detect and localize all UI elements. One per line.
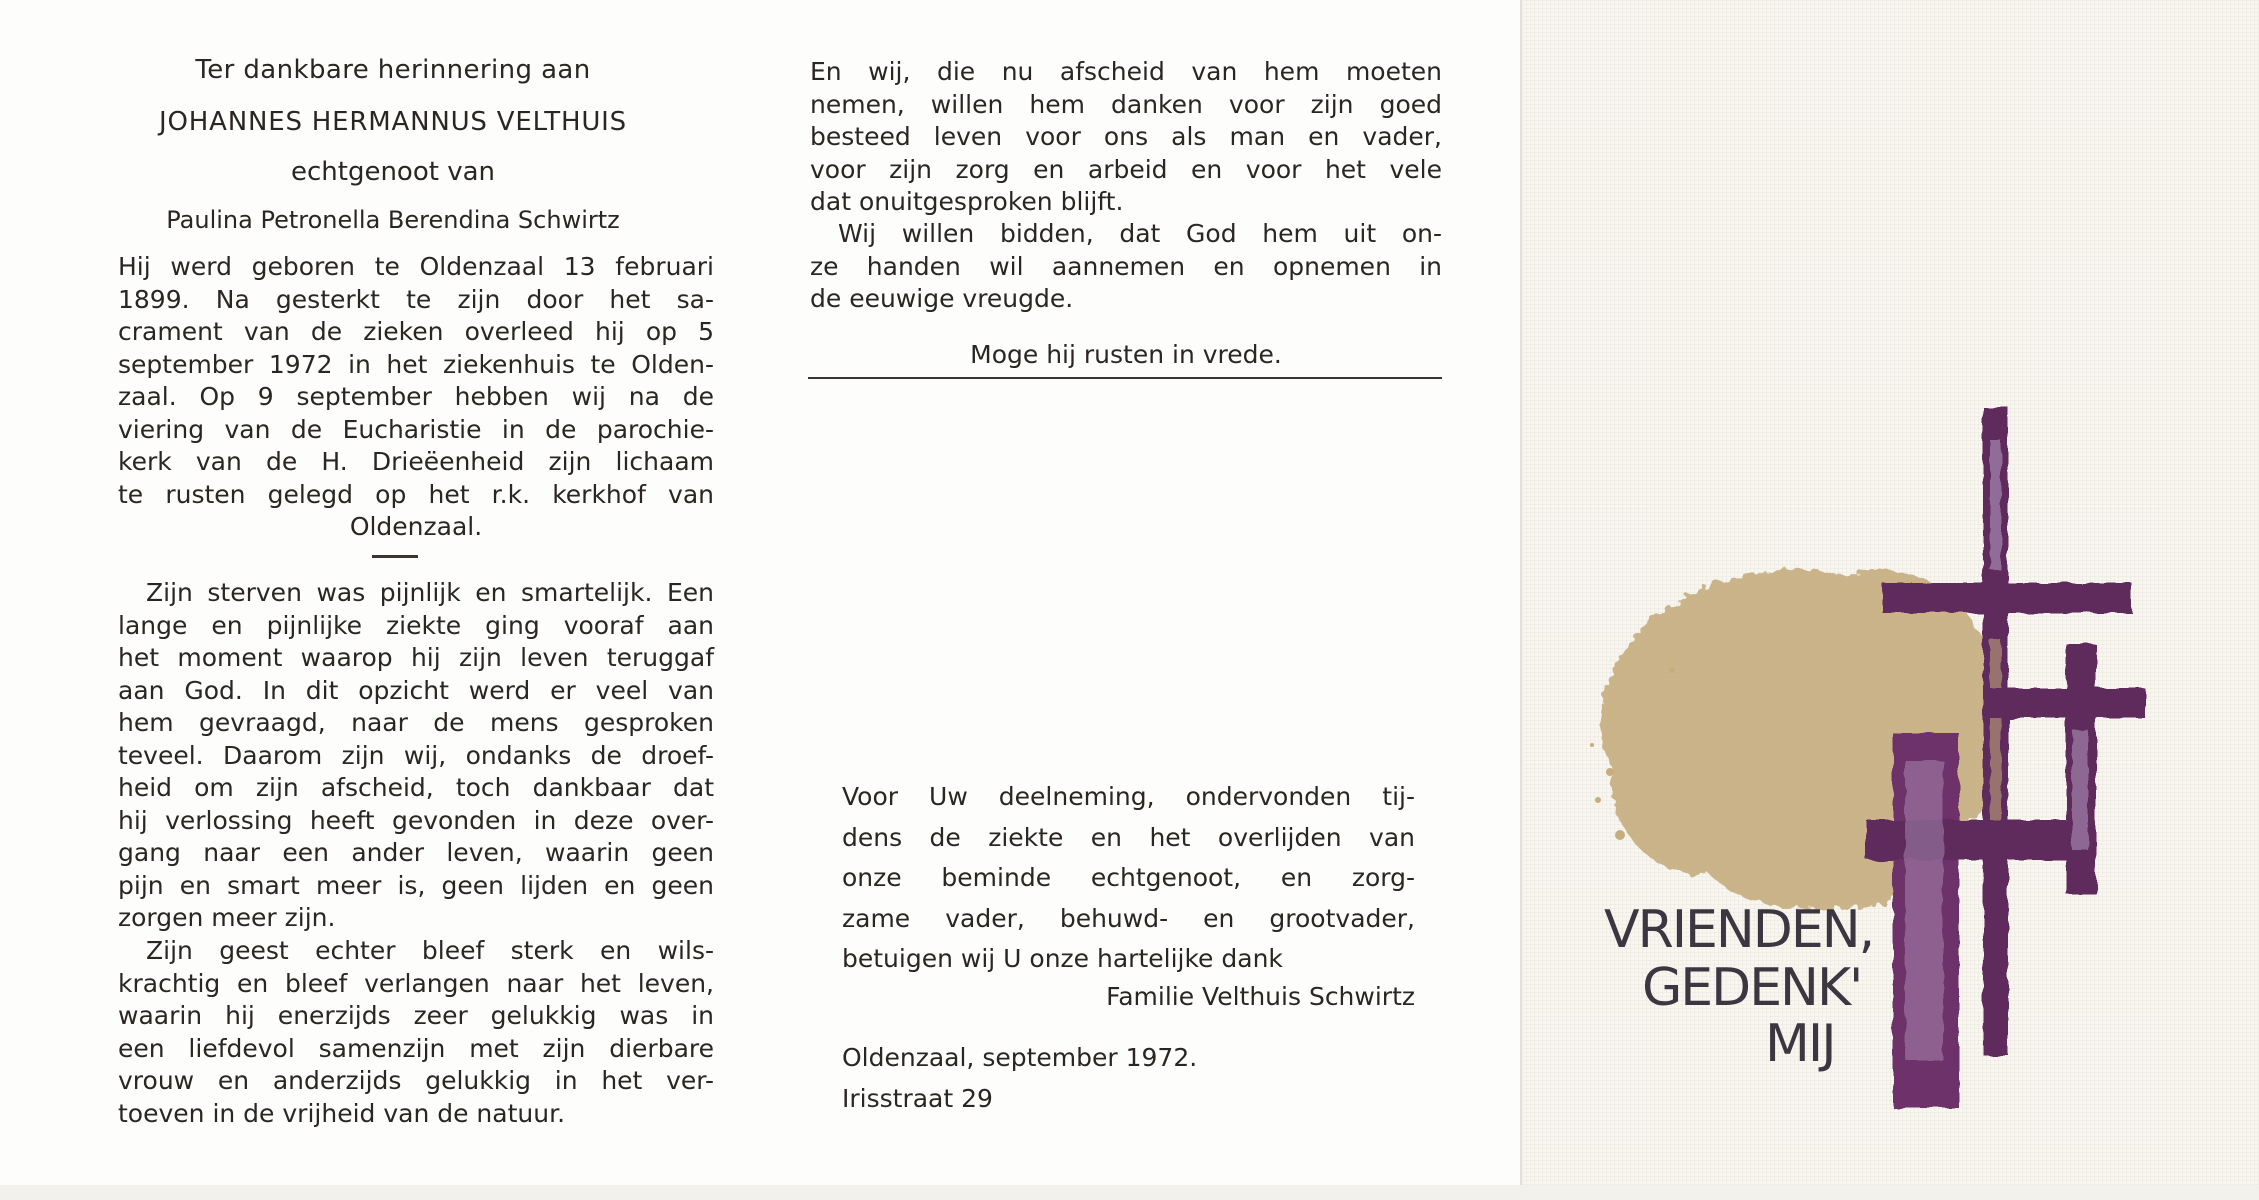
farewell-line: En wij, die nu afscheid van hem moeten: [810, 57, 1442, 86]
reflection-line: heid om zijn afscheid, toch dankbaar dat: [118, 773, 714, 802]
biography-line: september 1972 in het ziekenhuis te Olden-: [118, 349, 714, 379]
thanks-line: betuigen wij U onze hartelijke dank: [842, 944, 1283, 973]
section-divider: [372, 555, 418, 558]
reflection-line: teveel. Daarom zijn wij, ondanks de droef-: [118, 740, 714, 770]
blessing-line: Moge hij rusten in vrede.: [970, 340, 1282, 369]
reflection-line: gang naar een ander leven, waarin geen: [118, 838, 714, 867]
spirit-line: Zijn geest echter bleef sterk en wils-: [146, 936, 714, 965]
thanks-line: zame vader, behuwd- en grootvader,: [842, 903, 1415, 933]
deceased-name: JOHANNES HERMANNUS VELTHUIS: [159, 107, 627, 137]
reflection-line: aan God. In dit opzicht werd er veel van: [118, 675, 714, 705]
family-signature: Familie Velthuis Schwirtz: [1106, 982, 1415, 1011]
cover-panel: [1522, 0, 2259, 1185]
reflection-line: Zijn sterven was pijnlijk en smartelijk. Een: [146, 578, 714, 607]
thanks-line: onze beminde echtgenoot, en zorg-: [842, 863, 1415, 892]
reflection-line: het moment waarop hij zijn leven teruggaf: [118, 643, 714, 672]
prayer-line: Wij willen bidden, dat God hem uit on-: [838, 219, 1442, 248]
prayer-line: de eeuwige vreugde.: [810, 284, 1074, 313]
biography-paragraph: [118, 251, 714, 544]
thanks-paragraph: [842, 777, 1415, 980]
spouse-name: Paulina Petronella Berendina Schwirtz: [166, 206, 620, 234]
spirit-line: vrouw en anderzijds gelukkig in het ver-: [118, 1066, 714, 1095]
farewell-paragraph: [810, 56, 1442, 219]
blessing-rule: [808, 377, 1442, 379]
spirit-line: toeven in de vrijheid van de natuur.: [118, 1098, 566, 1128]
biography-line: viering van de Eucharistie in de parochie-: [118, 414, 714, 444]
biography-line: te rusten gelegd op het r.k. kerkhof van: [118, 479, 714, 509]
spirit-line: waarin hij enerzijds zeer gelukkig was in: [118, 1001, 714, 1030]
reflection-line: hem gevraagd, naar de mens gesproken: [118, 708, 714, 737]
biography-line: kerk van de H. Drieëenheid zijn lichaam: [118, 447, 714, 476]
spirit-line: krachtig en bleef verlangen naar het leven,: [118, 968, 714, 998]
thanks-line: Voor Uw deelneming, ondervonden tij-: [842, 782, 1415, 811]
biography-line: zaal. Op 9 september hebben wij na de: [118, 382, 714, 411]
farewell-line: nemen, willen hem danken voor zijn goed: [810, 89, 1442, 119]
prayer-line: ze handen wil aannemen en opnemen in: [810, 251, 1442, 281]
farewell-line: besteed leven voor ons als man en vader,: [810, 122, 1442, 151]
place-date: Oldenzaal, september 1972.: [842, 1043, 1198, 1072]
biography-line: 1899. Na gesterkt te zijn door het sa-: [118, 284, 714, 314]
spirit-line: een liefdevol samenzijn met zijn dierbare: [118, 1033, 714, 1063]
cover-title-line3: MIJ: [1765, 1014, 1835, 1074]
biography-line: Oldenzaal.: [349, 512, 483, 541]
biography-line: Hij werd geboren te Oldenzaal 13 februari: [118, 252, 714, 281]
crosses-illustration: [1522, 0, 2259, 1185]
spirit-paragraph: [118, 935, 714, 1130]
reflection-line: hij verlossing heeft gevonden in deze over-: [118, 805, 714, 835]
reflection-line: zorgen meer zijn.: [118, 903, 336, 932]
cover-title-line1: VRIENDEN,: [1604, 900, 1874, 960]
spouse-label: echtgenoot van: [290, 157, 495, 187]
address: Irisstraat 29: [842, 1084, 993, 1113]
farewell-line: voor zijn zorg en arbeid en voor het vele: [810, 154, 1442, 184]
biography-line: crament van de zieken overleed hij op 5: [118, 317, 714, 346]
farewell-line: dat onuitgesproken blijft.: [810, 187, 1124, 216]
prayer-paragraph: [810, 218, 1442, 316]
reflection-paragraph: [118, 577, 714, 935]
middle-panel: [775, 0, 1522, 1185]
cover-title-line2: GEDENK': [1642, 958, 1862, 1018]
left-panel: [0, 0, 775, 1185]
intro-text: Ter dankbare herinnering aan: [195, 55, 591, 85]
reflection-line: pijn en smart meer is, geen lijden en geen: [118, 870, 714, 900]
thanks-line: dens de ziekte en het overlijden van: [842, 822, 1415, 852]
reflection-line: lange en pijnlijke ziekte ging vooraf aan: [118, 610, 714, 640]
